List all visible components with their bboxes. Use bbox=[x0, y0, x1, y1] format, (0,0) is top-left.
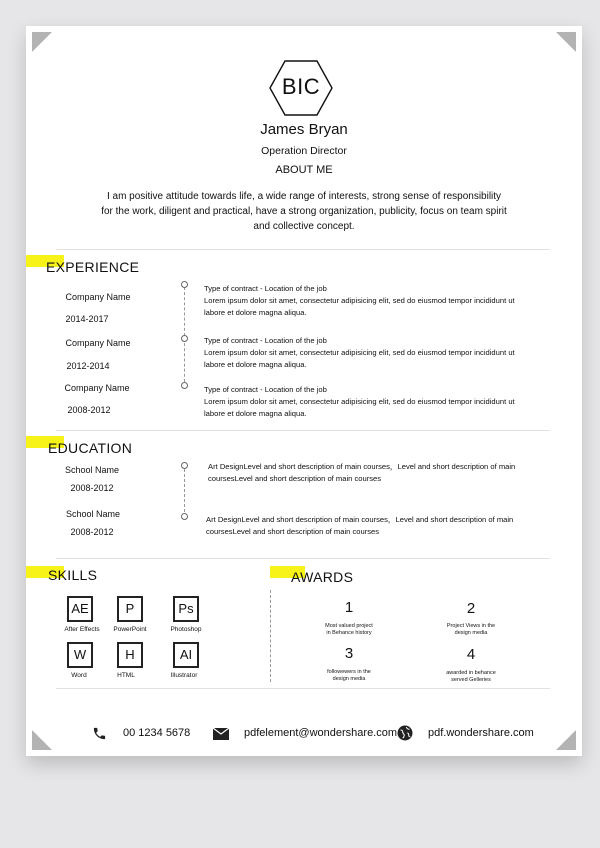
description-line: Art DesignLevel and short description of main courses，Level and short description of main bbox=[206, 515, 514, 524]
resume-page bbox=[26, 26, 582, 756]
school-years: 2008-2012 bbox=[70, 527, 114, 537]
education-heading: EDUCATION bbox=[48, 440, 133, 456]
corner-decoration-bottom-left bbox=[32, 730, 52, 750]
description-line: Lorem ipsum dolor sit amet, consectetur adipisicing elit, sed do eiusmod tempor incididunt ut bbox=[204, 348, 515, 357]
contact-email[interactable]: pdfelement@wondershare.com bbox=[244, 727, 398, 739]
contact-phone[interactable]: 00 1234 5678 bbox=[123, 727, 191, 739]
timeline-line bbox=[184, 469, 185, 517]
school-years: 2008-2012 bbox=[70, 483, 114, 493]
divider bbox=[56, 430, 550, 431]
description-line: coursesLevel and short description of main courses bbox=[208, 474, 382, 483]
awards-heading: AWARDS bbox=[291, 569, 354, 585]
experience-description bbox=[204, 283, 515, 319]
corner-decoration-top-right bbox=[556, 32, 576, 52]
contract-type: Type of contract - Location of the job bbox=[204, 284, 327, 293]
skill-label: Illustrator bbox=[170, 672, 198, 679]
award-number: 3 bbox=[344, 645, 354, 662]
contract-type: Type of contract - Location of the job bbox=[204, 336, 327, 345]
description-line: labore et dolore magna aliqua. bbox=[204, 409, 307, 418]
skill-label: PowerPoint bbox=[113, 626, 147, 633]
illustrator-icon: AI bbox=[173, 642, 199, 668]
corner-decoration-bottom-right bbox=[556, 730, 576, 750]
mail-icon bbox=[213, 728, 229, 740]
corner-decoration-top-left bbox=[32, 32, 52, 52]
photoshop-icon: Ps bbox=[173, 596, 199, 622]
about-line: I am positive attitude towards life, a wide range of interests, strong sense of responsibility bbox=[106, 191, 502, 202]
education-description bbox=[206, 514, 513, 538]
html-icon: H bbox=[117, 642, 143, 668]
award-label-line: Project Views in the bbox=[446, 623, 496, 629]
skill-label: After Effects bbox=[64, 626, 100, 633]
award-label bbox=[309, 623, 389, 637]
divider bbox=[56, 249, 550, 250]
description-line: coursesLevel and short description of main courses bbox=[206, 527, 380, 536]
skill-label: HTML bbox=[117, 672, 135, 679]
timeline-dot bbox=[181, 382, 188, 389]
globe-icon bbox=[396, 724, 414, 742]
award-label-line: awarded in behance bbox=[446, 670, 496, 676]
experience-description bbox=[204, 335, 515, 371]
company-name: Company Name bbox=[65, 338, 131, 348]
timeline-dot bbox=[181, 335, 188, 342]
after-effects-icon: AE bbox=[67, 596, 93, 622]
timeline-dot bbox=[181, 513, 188, 520]
description-line: Art DesignLevel and short description of main courses，Level and short description of main bbox=[208, 462, 516, 471]
experience-description bbox=[204, 384, 515, 420]
experience-heading: EXPERIENCE bbox=[46, 259, 140, 275]
school-name: School Name bbox=[65, 509, 121, 519]
description-line: labore et dolore magna aliqua. bbox=[204, 360, 307, 369]
divider bbox=[56, 558, 550, 559]
company-years: 2014-2017 bbox=[65, 314, 109, 324]
skills-heading: SKILLS bbox=[48, 567, 98, 583]
skill-label: Photoshop bbox=[170, 626, 202, 633]
about-text bbox=[86, 189, 522, 234]
award-label bbox=[431, 623, 511, 637]
description-line: Lorem ipsum dolor sit amet, consectetur adipisicing elit, sed do eiusmod tempor incididunt ut bbox=[204, 397, 515, 406]
description-line: labore et dolore magna aliqua. bbox=[204, 308, 307, 317]
divider bbox=[56, 688, 550, 689]
person-name: James Bryan bbox=[260, 121, 348, 138]
timeline-dot bbox=[181, 281, 188, 288]
company-name: Company Name bbox=[65, 292, 131, 302]
phone-icon bbox=[92, 726, 107, 741]
logo-text: BIC bbox=[281, 74, 321, 99]
word-icon: W bbox=[67, 642, 93, 668]
timeline-dot bbox=[181, 462, 188, 469]
education-description bbox=[208, 461, 515, 485]
award-label bbox=[309, 669, 389, 683]
company-years: 2008-2012 bbox=[67, 405, 111, 415]
description-line: Lorem ipsum dolor sit amet, consectetur adipisicing elit, sed do eiusmod tempor incididunt ut bbox=[204, 296, 515, 305]
award-label-line: design media bbox=[332, 676, 366, 682]
company-years: 2012-2014 bbox=[66, 361, 110, 371]
job-title: Operation Director bbox=[261, 145, 347, 157]
contract-type: Type of contract - Location of the job bbox=[204, 385, 327, 394]
award-number: 1 bbox=[344, 599, 354, 616]
award-label-line: in Behance history bbox=[326, 630, 372, 636]
award-label-line: design media bbox=[454, 630, 488, 636]
about-line: and collective concept. bbox=[253, 221, 355, 232]
school-name: School Name bbox=[64, 465, 120, 475]
contact-website[interactable]: pdf.wondershare.com bbox=[428, 727, 534, 739]
award-label-line: Most valued project bbox=[325, 623, 373, 629]
about-heading: ABOUT ME bbox=[275, 164, 333, 176]
powerpoint-icon: P bbox=[117, 596, 143, 622]
awards-divider bbox=[270, 590, 271, 682]
award-number: 2 bbox=[466, 600, 476, 617]
award-label-line: served Gelleries bbox=[451, 677, 491, 683]
award-label-line: followewers in the bbox=[327, 669, 371, 675]
company-name: Company Name bbox=[64, 383, 130, 393]
award-label bbox=[431, 670, 511, 684]
about-line: for the work, diligent and practical, have a strong organization, publicity, focus on team spirit bbox=[101, 206, 507, 217]
skill-label: Word bbox=[71, 672, 87, 679]
award-number: 4 bbox=[466, 646, 476, 663]
